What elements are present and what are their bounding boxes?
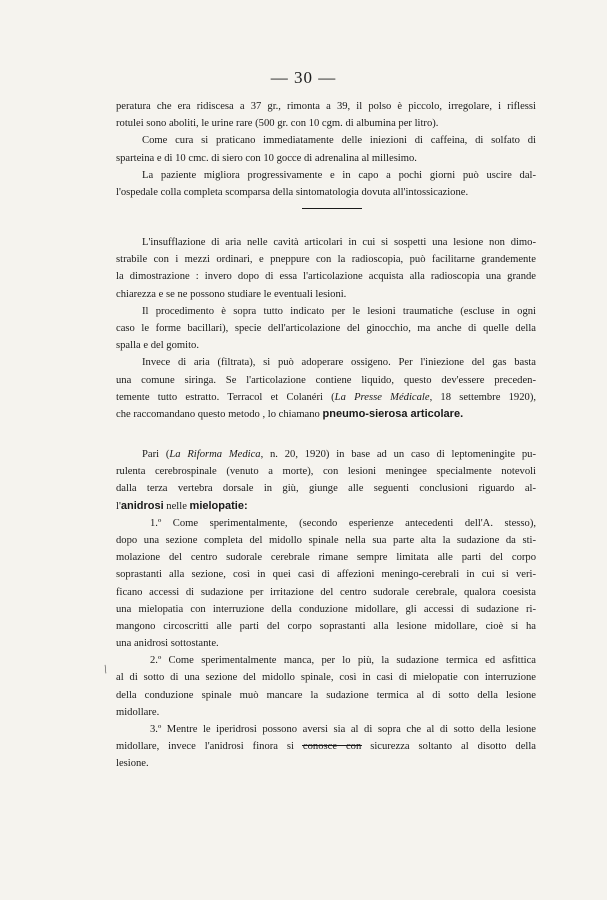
section-divider [302, 745, 362, 746]
text-line: una comune siringa. Se l'articolazione contiene liquido, questo dev'essere preceden- [116, 374, 536, 386]
text-line: rulenta cerebrospinale (venuto a morte), con lesioni meningee specialmente notevoli [116, 466, 536, 478]
text-line: 2.º Come sperimentalmente manca, per lo più, la sudazione termica ed asfittica [150, 655, 536, 667]
key-term: pneumo-sierosa articolare. [322, 407, 464, 420]
section-3 [116, 446, 536, 773]
text-line: lesione. [116, 758, 149, 770]
section-divider [302, 208, 362, 209]
text-line: al di sotto di una sezione del midollo spinale, così in casi di mielopatie con interruzione [116, 672, 536, 684]
text-line: chiarezza e se ne possono studiare le eventuali lesioni. [116, 288, 347, 300]
key-term: mielopatie: [189, 499, 248, 512]
text-fragment: Pari ( [142, 449, 170, 460]
text-fragment: l' [116, 500, 121, 512]
margin-pen-mark: / [100, 661, 110, 677]
section-2 [116, 234, 536, 423]
text-line: dalla terza vertebra dorsale in giù, giunge alle seguenti conclusioni riguardo al- [116, 483, 536, 495]
text-line: 1.º Come sperimentalmente, (secondo esperienze antecedenti dell'A. stesso), [150, 517, 536, 529]
text-fragment: temente tutto estratto. Terracol et Colanéri ( [116, 391, 335, 403]
key-term: anidrosi [120, 499, 164, 512]
text-line [116, 498, 536, 515]
text-line: l'ospedale colla completa scomparsa della sintomatologia dovuta all'intossicazione. [116, 186, 469, 198]
text-line: molazione del centro sudorale cerebrale rimane sempre limitata alle parti del corpo [116, 552, 536, 564]
journal-title: La Presse Médicale [334, 391, 430, 403]
text-line: rotulei sono aboliti, le urine rare (500 gr. con 10 cgm. di albumina per litro). [116, 118, 439, 130]
text-line: spalla e del gomito. [116, 340, 199, 352]
text-line: 3.º Mentre le iperidrosi possono aversi sia al di sopra che al di sotto della lesione [150, 724, 536, 735]
text-line: della conduzione spinale muò mancare la sudazione termica al di sotto della lesione [116, 689, 536, 701]
page-number: — 30 — [270, 68, 337, 87]
text-line: midollare, invece l'anidrosi finora si conosce con sicurezza soltanto al disotto della [116, 741, 536, 753]
text-fragment: che raccomandano questo metodo , lo chiamano [116, 408, 323, 420]
text-line [116, 389, 536, 406]
text-line: dopo una sezione completa del midollo spinale nella sua parte alta la sudazione da sti- [116, 534, 536, 546]
text-fragment: , n. 20, 1920) in base ad un caso di leptomeningite pu- [260, 449, 536, 460]
text-line: Invece di aria (filtrata), si può adoperare ossigeno. Per l'iniezione del gas basta [142, 357, 536, 369]
text-line: una mielopatia con interruzione della conduzione midollare, gli accessi di sudazione ri- [116, 603, 536, 615]
text-line: strabile con i mezzi ordinari, e pneppure con la radioscopia, può facilitarne grandemente [116, 254, 536, 266]
text-line: L'insufflazione di aria nelle cavità articolari in cui si sospetti una lesione non dimo- [142, 237, 536, 248]
text-line: una anidrosi sottostante. [116, 638, 219, 650]
text-line: Il procedimento è sopra tutto indicato per le lesioni traumatiche (escluse in ogni [142, 305, 536, 317]
text-line: mangono circoscritti alle parti del corpo soprastanti alla lesione midollare, cioè si ha [116, 620, 536, 632]
text-line: caso le forme bacillari), specie dell'articolazione del ginocchio, ma anche di quelle della [116, 322, 536, 334]
journal-title: La Riforma Medica [169, 449, 261, 460]
text-line: peratura che era ridiscesa a 37 gr., rimonta a 39, il polso è piccolo, irregolare, i riflessi [116, 101, 536, 112]
text-line: Come cura si praticano immediatamente delle iniezioni di caffeina, di solfato di [142, 135, 536, 147]
text-line [116, 406, 536, 423]
text-line: midollare. [116, 706, 160, 718]
text-line: soprastanti alla sezione, così in quei casi di affezioni meningo-cerebrali in cui si veri- [116, 569, 536, 581]
text-line: ficano accessi di sudazione per irritazione del centro sudorale cerebrale, qualora coesista [116, 586, 536, 598]
text-fragment: nelle [163, 500, 190, 512]
text-line: La paziente migliora progressivamente e in capo a pochi giorni può uscire dal- [142, 169, 536, 181]
text-fragment: , 18 settembre 1920), [429, 391, 536, 403]
section-1 [116, 98, 536, 201]
text-line [116, 446, 536, 463]
text-line: la dimostrazione : invero dopo di essa l'articolazione acquista alla radioscopia una grande [116, 271, 536, 283]
text-line: sparteina e di 10 cmc. di siero con 10 gocce di adrenalina al millesimo. [116, 152, 417, 164]
